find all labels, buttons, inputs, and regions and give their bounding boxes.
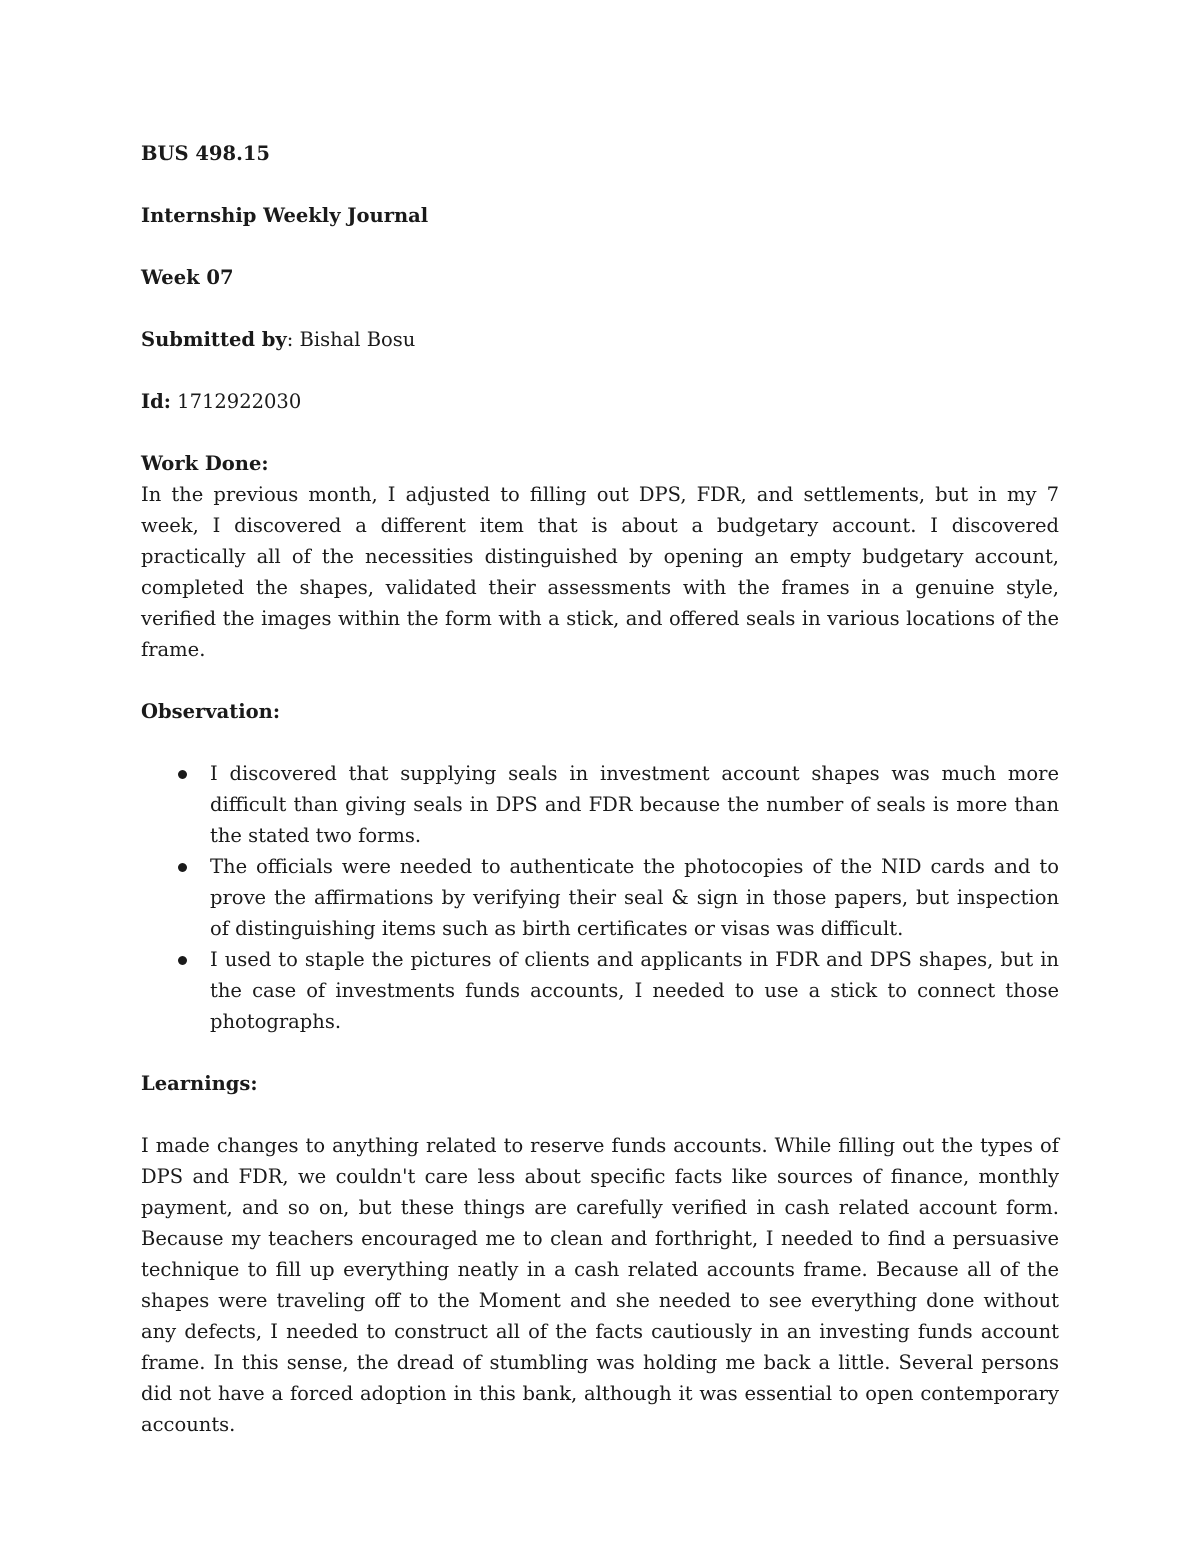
document-body [141, 138, 1059, 1440]
course-code: BUS 498.15 [141, 142, 270, 165]
spacer [141, 1037, 1059, 1068]
spacer [141, 1099, 1059, 1130]
spacer [141, 355, 1059, 386]
spacer [141, 293, 1059, 324]
observation-item-text: The officials were needed to authenticate the photocopies of the NID cards and to prove the affirmations by verifying their seal & sign in those papers, but inspection of distinguishing items such as birth certificates or visas was difficult. [210, 855, 1059, 940]
id-value: 1712922030 [170, 390, 302, 413]
spacer [141, 417, 1059, 448]
bullet-icon [178, 770, 187, 779]
work-done-paragraph: In the previous month, I adjusted to filling out DPS, FDR, and settlements, but in my 7 week, I discovered a different item that is about a budgetary account. I discovered practically all of the necessities distinguished by opening an empty budgetary account, completed the shapes, validated their assessments with the frames in a genuine style, verified the images within the form with a stick, and offered seals in various locations of the frame. [141, 483, 1059, 661]
observation-item-text: I discovered that supplying seals in investment account shapes was much more difficult than giving seals in DPS and FDR because the number of seals is more than the stated two forms. [210, 762, 1059, 847]
id-line [141, 386, 1059, 417]
observation-heading: Observation: [141, 700, 281, 723]
learnings-heading: Learnings: [141, 1072, 258, 1095]
submitted-by-label: Submitted by [141, 328, 287, 351]
bullet-icon [178, 956, 187, 965]
week-label: Week 07 [141, 266, 234, 289]
journal-title: Internship Weekly Journal [141, 204, 429, 227]
submitted-by-value: : Bishal Bosu [286, 328, 416, 351]
work-done-heading: Work Done: [141, 452, 269, 475]
learnings-paragraph: I made changes to anything related to reserve funds accounts. While filling out the types of DPS and FDR, we couldn't care less about specific facts like sources of finance, monthly payment, and so on, but these things are carefully verified in cash related account form. Because my teachers encouraged me to clean and forthright, I needed to find a persuasive technique to fill up everything neatly in a cash related accounts frame. Because all of the shapes were traveling off to the Moment and she needed to see everything done without any defects, I needed to construct all of the facts cautiously in an investing funds account frame. In this sense, the dread of stumbling was holding me back a little. Several persons did not have a forced adoption in this bank, although it was essential to open contemporary accounts. [141, 1134, 1059, 1436]
id-label: Id: [141, 390, 171, 413]
spacer [141, 231, 1059, 262]
observation-item-text: I used to staple the pictures of clients and applicants in FDR and DPS shapes, but in the case of investments funds accounts, I needed to use a stick to connect those photographs. [210, 948, 1059, 1033]
observation-item [141, 851, 1059, 944]
observation-item [141, 758, 1059, 851]
submitted-by-line [141, 324, 1059, 355]
observation-list [141, 758, 1059, 1037]
observation-item [141, 944, 1059, 1037]
spacer [141, 727, 1059, 758]
spacer [141, 169, 1059, 200]
spacer [141, 665, 1059, 696]
bullet-icon [178, 863, 187, 872]
